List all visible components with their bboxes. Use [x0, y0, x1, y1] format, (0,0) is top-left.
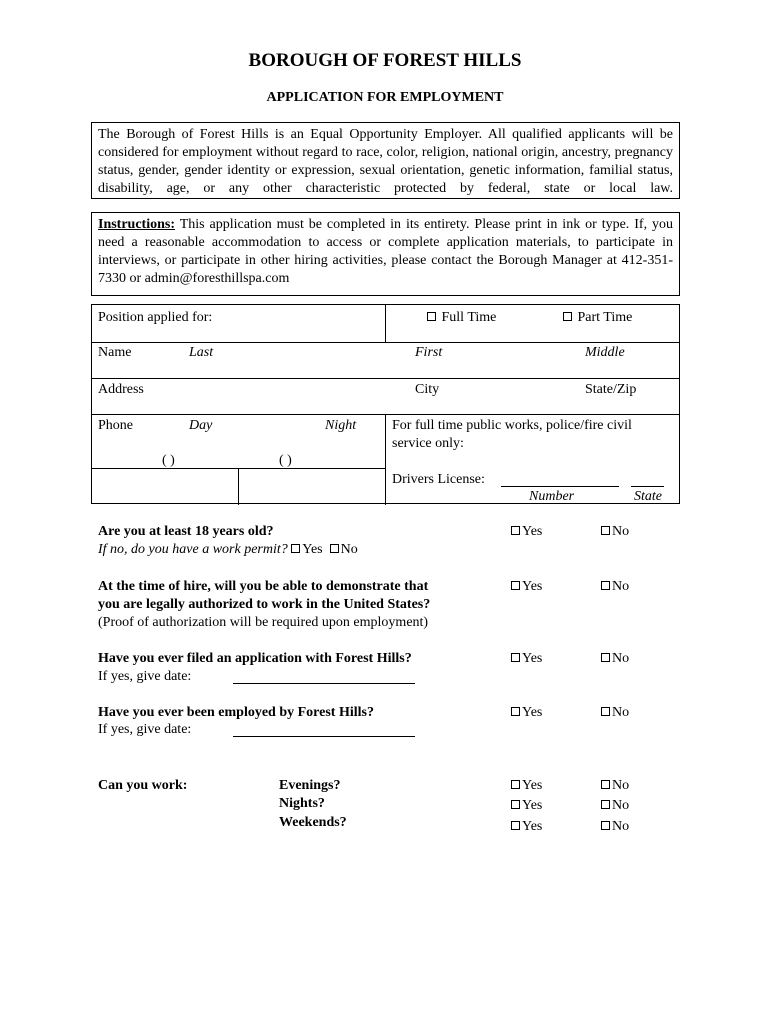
- weekends-label: Weekends?: [279, 815, 347, 830]
- address-label: Address: [98, 382, 144, 397]
- work-authorization-note: (Proof of authorization will be required upon employment): [98, 615, 429, 630]
- applicant-info-table: [91, 304, 680, 504]
- checkbox-icon[interactable]: [601, 526, 610, 535]
- license-state-label: State: [634, 489, 662, 504]
- checkbox-icon[interactable]: [601, 821, 610, 830]
- row-divider: [92, 342, 679, 343]
- page-subtitle: APPLICATION FOR EMPLOYMENT: [266, 90, 504, 105]
- checkbox-icon[interactable]: [511, 800, 520, 809]
- age-question: Are you at least 18 years old?: [98, 524, 274, 539]
- checkbox-icon[interactable]: [511, 780, 520, 789]
- nights-yes-option[interactable]: Yes: [511, 798, 542, 814]
- eeo-statement-box: [91, 122, 680, 199]
- first-name-label: First: [415, 345, 443, 360]
- filed-date-field[interactable]: [233, 683, 415, 684]
- permit-no-option[interactable]: No: [330, 542, 358, 557]
- eeo-statement-text: The Borough of Forest Hills is an Equal Opportunity Employer. All qualified applicants will be considered for employment without regard to race, color, religion, national origin, ancestry, pregnancy status, gender, gender identity or expression, sexual orientation, genetic information, familial status, disability, age, or any other characteristic protected by federal, state or local law.: [98, 127, 673, 196]
- checkbox-icon[interactable]: [601, 707, 610, 716]
- civil-service-note-line1: For full time public works, police/fire civil: [392, 418, 632, 433]
- checkbox-icon[interactable]: [330, 544, 339, 553]
- filed-date-label: If yes, give date:: [98, 669, 192, 684]
- license-state-field[interactable]: [631, 486, 664, 487]
- column-divider: [238, 468, 239, 505]
- checkbox-icon[interactable]: [511, 707, 520, 716]
- checkbox-icon[interactable]: [291, 544, 300, 553]
- filed-application-question: Have you ever filed an application with Forest Hills?: [98, 651, 412, 666]
- checkbox-icon[interactable]: [511, 526, 520, 535]
- city-label: City: [415, 382, 440, 397]
- work-authorization-question-line1: At the time of hire, will you be able to demonstrate that: [98, 579, 429, 594]
- employed-date-label: If yes, give date:: [98, 722, 192, 737]
- work-permit-question: If no, do you have a work permit? Yes No: [98, 542, 358, 557]
- checkbox-icon[interactable]: [601, 653, 610, 662]
- checkbox-icon[interactable]: [601, 581, 610, 590]
- middle-name-label: Middle: [585, 345, 625, 360]
- employed-question: Have you ever been employed by Forest Hills?: [98, 705, 374, 720]
- day-area-code: ( ): [162, 453, 175, 468]
- evenings-label: Evenings?: [279, 778, 341, 793]
- column-divider: [385, 414, 386, 505]
- weekends-yes-option[interactable]: Yes: [511, 819, 542, 835]
- availability-question: Can you work:: [98, 778, 188, 793]
- checkbox-icon[interactable]: [601, 780, 610, 789]
- part-time-option[interactable]: Part Time: [563, 309, 632, 327]
- checkbox-icon[interactable]: [601, 800, 610, 809]
- weekends-no-option[interactable]: No: [601, 819, 629, 835]
- instructions-text: This application must be completed in its entirety. Please print in ink or type. If, you need a reasonable accommodation to access or complete application materials, to participate in interviews, or participate in other hiring activities, please contact the Borough Manager at 412-351-7330 or admin@foresthillspa.com: [98, 217, 673, 286]
- license-number-field[interactable]: [501, 486, 619, 487]
- full-time-option[interactable]: Full Time: [427, 309, 496, 327]
- night-area-code: ( ): [279, 453, 292, 468]
- state-zip-label: State/Zip: [585, 382, 637, 397]
- instructions-label: Instructions:: [98, 217, 176, 232]
- checkbox-icon[interactable]: [427, 312, 436, 321]
- nights-label: Nights?: [279, 796, 325, 811]
- age-no-option[interactable]: No: [601, 524, 629, 540]
- instructions-box: [91, 212, 680, 296]
- page-title: BOROUGH OF FOREST HILLS: [248, 50, 522, 71]
- employed-no-option[interactable]: No: [601, 705, 629, 721]
- checkbox-icon[interactable]: [511, 821, 520, 830]
- column-divider: [385, 305, 386, 342]
- checkbox-icon[interactable]: [511, 653, 520, 662]
- license-number-label: Number: [529, 489, 575, 504]
- evenings-no-option[interactable]: No: [601, 778, 629, 794]
- employed-yes-option[interactable]: Yes: [511, 705, 542, 721]
- filed-no-option[interactable]: No: [601, 651, 629, 667]
- phone-label: Phone: [98, 418, 133, 433]
- checkbox-icon[interactable]: [563, 312, 572, 321]
- last-name-label: Last: [189, 345, 214, 360]
- day-phone-label: Day: [189, 418, 213, 433]
- name-label: Name: [98, 345, 132, 360]
- auth-yes-option[interactable]: Yes: [511, 579, 542, 595]
- nights-no-option[interactable]: No: [601, 798, 629, 814]
- evenings-yes-option[interactable]: Yes: [511, 778, 542, 794]
- employed-date-field[interactable]: [233, 736, 415, 737]
- filed-yes-option[interactable]: Yes: [511, 651, 542, 667]
- row-divider: [92, 378, 679, 379]
- civil-service-note-line2: service only:: [392, 436, 464, 451]
- auth-no-option[interactable]: No: [601, 579, 629, 595]
- checkbox-icon[interactable]: [511, 581, 520, 590]
- permit-yes-option[interactable]: Yes: [291, 542, 322, 557]
- night-phone-label: Night: [325, 418, 357, 433]
- drivers-license-label: Drivers License:: [392, 472, 485, 487]
- work-authorization-question-line2: you are legally authorized to work in the United States?: [98, 597, 431, 612]
- age-yes-option[interactable]: Yes: [511, 524, 542, 540]
- position-label: Position applied for:: [98, 310, 213, 325]
